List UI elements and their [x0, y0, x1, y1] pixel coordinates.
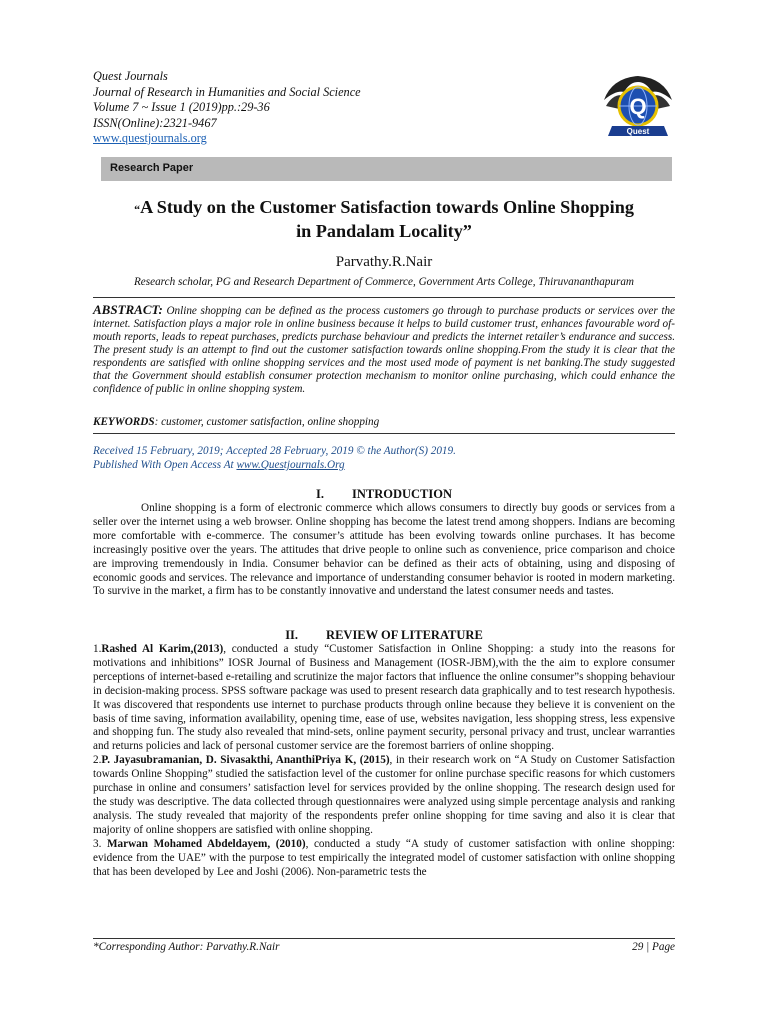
introduction-paragraph: Online shopping is a form of electronic commerce which allows consumers to directly buy goods or services from a seller over the internet using a web browser. Online shopping has become the latest trend among shoppers. Indians are becoming more comfortable with e-commerce. The consumer’s attitude has been evolving towards online purchases. It has become increasingly positive over the years. The attitudes that drive people to online such as convenience, price comparison and choice are improving tremendously in India. Consumer behavior can be defined as their acts of obtaining, using and disposing of economic goods and services. The relevance and importance of understanding consumer behavior is rooted in modern marketing. To survive in the market, a firm has to be constantly innovative and understand the latest consumer needs and tastes.	[93, 502, 675, 598]
journal-volume: Volume 7 ~ Issue 1 (2019)pp.:29-36	[93, 100, 270, 114]
open-access-prefix: Published With Open Access At	[93, 459, 237, 471]
journal-url-link[interactable]: www.questjournals.org	[93, 131, 207, 145]
author-affiliation: Research scholar, PG and Research Department of Commerce, Government Arts College, Thiruvananthapuram	[133, 276, 635, 288]
page-number: 29 | Page	[632, 941, 675, 953]
review-body	[93, 643, 675, 879]
author-name: Parvathy.R.Nair	[335, 254, 433, 270]
review-item: 1.Rashed Al Karim,(2013), conducted a study “Customer Satisfaction in Online Shopping: a study into the reasons for motivations and inhibitions” IOSR Journal of Business and Management (IOSR-JBM),with the the aim to explore consumer perceptions of internet-based e-retailing and scrutinize the major factors that influence the online consumer”s shopping behaviour in decision-making process. SPSS software package was used to present research data graphically and to test research hypothesis. It was discovered that respondents use internet to purchase products through online because they believe it is convenient on the basis of time saving, information availability, opening time, ease of use, websites navigation, less shopping stress, less expensive and shopping fun. The study also revealed that mind-sets, online payment security, personal privacy and trust, unclear warranties and returns policies and lack of personal customer service are the foremost barriers of online shopping.	[93, 643, 676, 753]
received-dates: Received 15 February, 2019; Accepted 28 February, 2019 © the Author(S) 2019.	[93, 445, 456, 457]
title-line-1: A Study on the Customer Satisfaction towards Online Shopping	[140, 197, 634, 217]
section-review-heading: II. REVIEW OF LITERATURE	[285, 628, 483, 642]
title-open-quote: “	[134, 202, 141, 216]
keywords-label: KEYWORDS	[93, 416, 155, 428]
abstract-text: Online shopping can be defined as the process customers go through to purchase products or services over the internet. Satisfaction plays a major role in online business because it helps to build customer trust, enhances favourable word of-mouth reports, leads to repeat purchases, predicts purchase behaviour and predicts the internet retailer’s endurance and success. The present study is an attempt to find out the customer satisfaction towards online shopping.From the study it is clear that the respondents are satisfied with online shopping services and the most used mode of payment is net banking.The study suggested that the Government should establish consumer protection mechanism to monitor online purchasing, which could enhance the confidence of public in online shopping system.	[93, 305, 675, 395]
section-introduction-heading: I. INTRODUCTION	[315, 487, 452, 501]
paper-type-label: Research Paper	[110, 162, 194, 174]
received-info	[93, 444, 456, 472]
review-item-authors: P. Jayasubramanian, D. Sivasakthi, AnanthiPriya K, (2015)	[101, 754, 390, 767]
journal-name: Quest Journals	[93, 69, 168, 83]
journal-header	[93, 69, 361, 147]
review-item: 3. Marwan Mohamed Abdeldayem, (2010), conducted a study “A study of customer satisfaction with online shopping: evidence from the UAE” with the purpose to test empirically the integrated model of customer satisfaction with online shopping that has been developed by Lee and Joshi (2006). Non-parametric tests the	[93, 837, 675, 878]
svg-text:Quest: Quest	[626, 127, 650, 136]
abstract-top-rule	[93, 297, 675, 298]
review-item: 2.P. Jayasubramanian, D. Sivasakthi, AnanthiPriya K, (2015), in their research work on “A Study on Customer Satisfaction towards Online Shopping” studied the satisfaction level of the customer for online purchase specific reasons for which customers purchase in online and consumers’ satisfaction level for services provided by the online shopping. The research design used for the study was descriptive. The data collected through questionnaires were analyzed using simple percentage analysis and ranking analysis. The study revealed that majority of the respondents prefer online shopping for time saving and also it is clear that majority of online shoppers are satisfied with online shopping.	[93, 754, 675, 836]
quest-journals-logo	[598, 70, 678, 142]
open-access-link[interactable]: www.Questjournals.Org	[236, 459, 345, 471]
footer-rule	[93, 938, 675, 939]
paper-type-bar	[101, 157, 672, 181]
svg-text:Q: Q	[629, 94, 647, 119]
corresponding-author: *Corresponding Author: Parvathy.R.Nair	[93, 941, 280, 953]
review-item-authors: Rashed Al Karim,(2013)	[101, 643, 224, 655]
title-line-2: in Pandalam Locality”	[296, 221, 472, 241]
abstract-bottom-rule	[93, 433, 675, 434]
abstract-label: ABSTRACT:	[93, 302, 163, 317]
journal-full-name: Journal of Research in Humanities and Social Science	[93, 84, 361, 99]
abstract	[93, 303, 675, 396]
journal-issn: ISSN(Online):2321-9467	[93, 115, 217, 130]
introduction-body	[93, 502, 675, 599]
paper-title	[93, 196, 675, 242]
review-item-authors: Marwan Mohamed Abdeldayem, (2010)	[106, 837, 306, 850]
keywords	[93, 416, 379, 428]
keywords-text: : customer, customer satisfaction, online shopping	[154, 416, 380, 428]
